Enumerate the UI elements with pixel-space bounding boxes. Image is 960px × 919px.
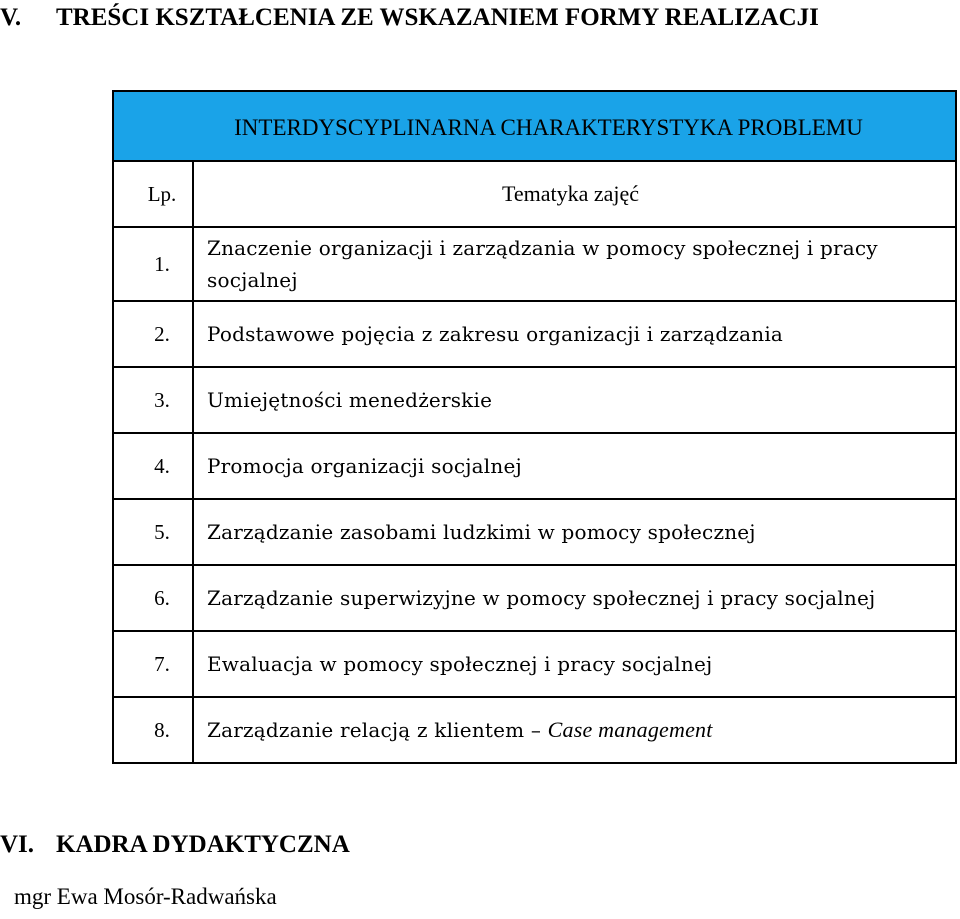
topics-table <box>112 90 957 764</box>
table-row <box>113 631 956 697</box>
section-vi-number: VI. <box>0 831 35 858</box>
section-v-number: V. <box>0 4 22 31</box>
section-vi-title: KADRA DYDAKTYCZNA <box>56 831 350 858</box>
section-v-heading <box>0 5 819 30</box>
table-row <box>113 433 956 499</box>
table-row <box>113 301 956 367</box>
table-row <box>113 565 956 631</box>
table-row <box>113 499 956 565</box>
row-topic: Podstawowe pojęcia z zakresu organizacji i zarządzania <box>193 301 956 367</box>
row-number: 4. <box>113 433 193 499</box>
section-v-title: TREŚCI KSZTAŁCENIA ZE WSKAZANIEM FORMY REALIZACJI <box>56 4 819 31</box>
section-vi-heading <box>0 832 350 857</box>
row-number: 7. <box>113 631 193 697</box>
table-row <box>113 367 956 433</box>
staff-name: mgr Ewa Mosór-Radwańska <box>14 884 277 909</box>
header-num: Lp. <box>113 161 193 227</box>
table-row <box>113 697 956 763</box>
row-number: 8. <box>113 697 193 763</box>
table-header-row <box>113 161 956 227</box>
row-topic: Zarządzanie superwizyjne w pomocy społecznej i pracy socjalnej <box>193 565 956 631</box>
table-banner: INTERDYSCYPLINARNA CHARAKTERYSTYKA PROBLEMU <box>113 91 956 161</box>
row-topic: Promocja organizacji socjalnej <box>193 433 956 499</box>
table-row <box>113 227 956 301</box>
row-topic: Zarządzanie zasobami ludzkimi w pomocy społecznej <box>193 499 956 565</box>
row-topic: Ewaluacja w pomocy społecznej i pracy socjalnej <box>193 631 956 697</box>
row-topic <box>193 697 956 763</box>
row-number: 6. <box>113 565 193 631</box>
row-number: 5. <box>113 499 193 565</box>
row-number: 2. <box>113 301 193 367</box>
row-topic: Znaczenie organizacji i zarządzania w pomocy społecznej i pracy socjalnej <box>193 227 956 301</box>
row-topic-text: Zarządzanie relacją z klientem – <box>207 718 548 742</box>
row-number: 1. <box>113 227 193 301</box>
row-topic: Umiejętności menedżerskie <box>193 367 956 433</box>
row-number: 3. <box>113 367 193 433</box>
row-topic-italic: Case management <box>547 717 713 742</box>
table-banner-row <box>113 91 956 161</box>
header-topic: Tematyka zajęć <box>193 161 956 227</box>
